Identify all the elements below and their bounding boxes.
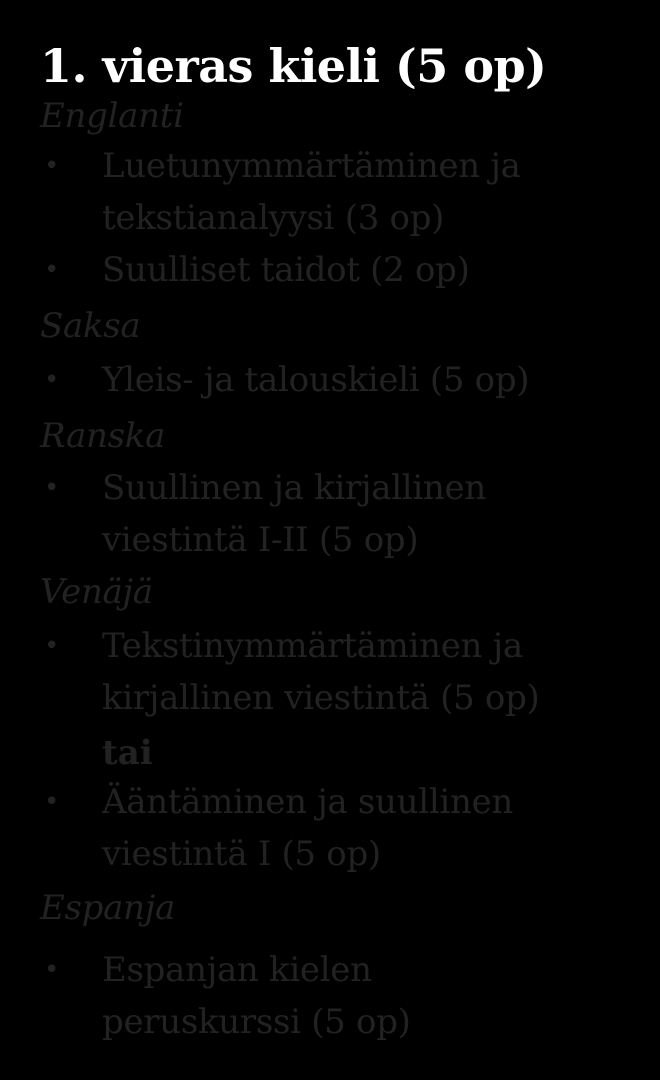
language-german-label: Saksa xyxy=(40,306,141,346)
course-line: tekstianalyysi (3 op) xyxy=(102,198,445,238)
course-line: kirjallinen viestintä (5 op) xyxy=(102,678,540,718)
course-french-communication xyxy=(102,462,486,566)
course-line: Espanjan kielen xyxy=(102,950,372,990)
course-line: viestintä I (5 op) xyxy=(102,834,381,874)
course-line: Yleis- ja talouskieli (5 op) xyxy=(102,360,530,400)
course-line: Tekstinymmärtäminen ja xyxy=(102,626,523,666)
conjunction-or: tai xyxy=(102,733,153,773)
course-line: Suullinen ja kirjallinen xyxy=(102,468,486,508)
bullet-icon: • xyxy=(44,955,60,985)
course-russian-text xyxy=(102,620,540,724)
page-heading: 1. vieras kieli (5 op) xyxy=(40,39,547,93)
language-french-label: Ranska xyxy=(40,416,166,456)
bullet-icon: • xyxy=(44,631,60,661)
bullet-icon: • xyxy=(44,255,60,285)
course-line: viestintä I-II (5 op) xyxy=(102,520,419,560)
course-english-reading xyxy=(102,140,521,244)
course-line: Ääntäminen ja suullinen xyxy=(102,782,513,822)
course-english-oral xyxy=(102,244,470,296)
language-spanish-label: Espanja xyxy=(40,888,175,928)
course-german-general xyxy=(102,354,529,406)
bullet-icon: • xyxy=(44,787,60,817)
bullet-icon: • xyxy=(44,473,60,503)
course-line: peruskurssi (5 op) xyxy=(102,1002,411,1042)
course-spanish-basic xyxy=(102,944,411,1048)
course-line: Luetunymmärtäminen ja xyxy=(102,146,521,186)
course-russian-pronunciation xyxy=(102,776,513,880)
course-line: Suulliset taidot (2 op) xyxy=(102,250,470,290)
language-russian-label: Venäjä xyxy=(40,572,153,612)
bullet-icon: • xyxy=(44,151,60,181)
bullet-icon: • xyxy=(44,365,60,395)
language-english-label: Englanti xyxy=(40,96,184,136)
